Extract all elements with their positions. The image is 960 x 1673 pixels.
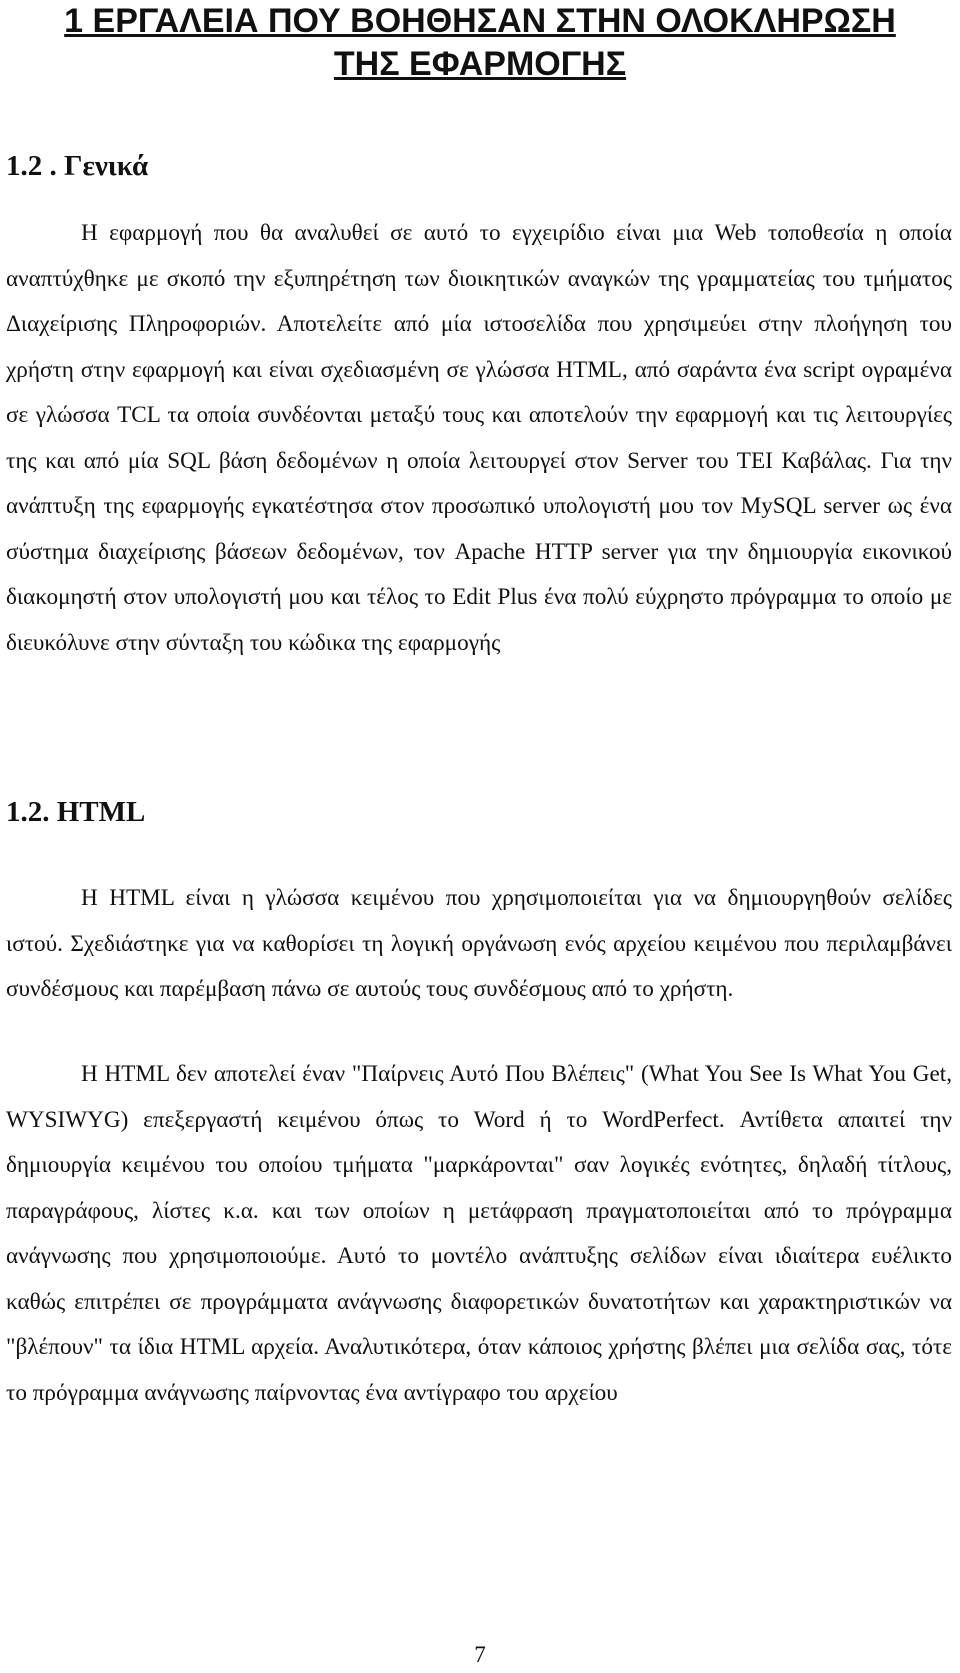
chapter-title-line-1: 1 ΕΡΓΑΛΕΙΑ ΠΟΥ ΒΟΗΘΗΣΑΝ ΣΤΗΝ ΟΛΟΚΛΗΡΩΣΗ xyxy=(64,2,896,40)
chapter-title-line-2: ΤΗΣ ΕΦΑΡΜΟΓΗΣ xyxy=(333,45,627,83)
general-paragraph: Η εφαρμογή που θα αναλυθεί σε αυτό το εγχειρίδιο είναι μια Web τοποθεσία η οποία αναπτύχθηκε με σκοπό την εξυπηρέτηση των διοικητικών αναγκών της γραμματείας του τμήματος Διαχείρισης Πληροφοριών. Αποτελείτε από μία ιστοσελίδα που χρησιμεύει στην πλοήγηση του χρήστη στην εφαρμογή και είναι σχεδιασμένη σε γλώσσα HTML, από σαράντα ένα script ογραμένα σε γλώσσα TCL τα οποία συνδέονται μεταξύ τους και αποτελούν την εφαρμογή και τις λειτουργίες της και από μία SQL βάση δεδομένων η οποία λειτουργεί στον Server του ΤΕΙ Καβάλας. Για την ανάπτυξη της εφαρμογής εγκατέστησα στον προσωπικό υπολογιστή μου τον MySQL server ως ένα σύστημα διαχείρισης βάσεων δεδομένων, τον Apache HTTP server για την δημιουργία εικονικού διακομηστή στον υπολογιστή μου και τέλος το Edit Plus ένα πολύ εύχρηστο πρόγραμμα το οποίο με διευκόλυνε στην σύνταξη του κώδικα της εφαρμογής xyxy=(6,220,952,656)
section-heading-general: 1.2 . Γενικά xyxy=(6,150,149,182)
html-paragraph-1: Η HTML είναι η γλώσσα κειμένου που χρησιμοποιείται για να δημιουργηθούν σελίδες ιστού. Σχεδιάστηκε για να καθορίσει τη λογική οργάνωση ενός αρχείου κειμένου που περιλαμβάνει συνδέσμους και παρέμβαση πάνω σε αυτούς τους συνδέσμους από το χρήστη. xyxy=(6,885,952,1002)
html-paragraph-2: Η HTML δεν αποτελεί έναν "Παίρνεις Αυτό Που Βλέπεις" (What You See Is What You Get, WYSIWYG) επεξεργαστή κειμένου όπως το Word ή το WordPerfect. Αντίθετα απαιτεί την δημιουργία κειμένου του οποίου τμήματα "μαρκάρονται" σαν λογικές ενότητες, δηλαδή τίτλους, παραγράφους, λίστες κ.α. και των οποίων η μετάφραση πραγματοποιείται από το πρόγραμμα ανάγνωσης που χρησιμοποιούμε. Αυτό το μοντέλο ανάπτυξης σελίδων είναι ιδιαίτερα ευέλικτο καθώς επιτρέπει σε προγράμματα ανάγνωσης διαφορετικών δυνατοτήτων και χαρακτηριστικών να "βλέπουν" τα ίδια HTML αρχεία. Αναλυτικότερα, όταν κάποιος χρήστης βλέπει μια σελίδα σας, τότε το πρόγραμμα ανάγνωσης παίρνοντας ένα αντίγραφο του αρχείου xyxy=(6,1061,952,1406)
section-heading-html: 1.2. HTML xyxy=(6,796,146,828)
chapter-title xyxy=(0,0,960,86)
page-number: 7 xyxy=(474,1642,486,1667)
